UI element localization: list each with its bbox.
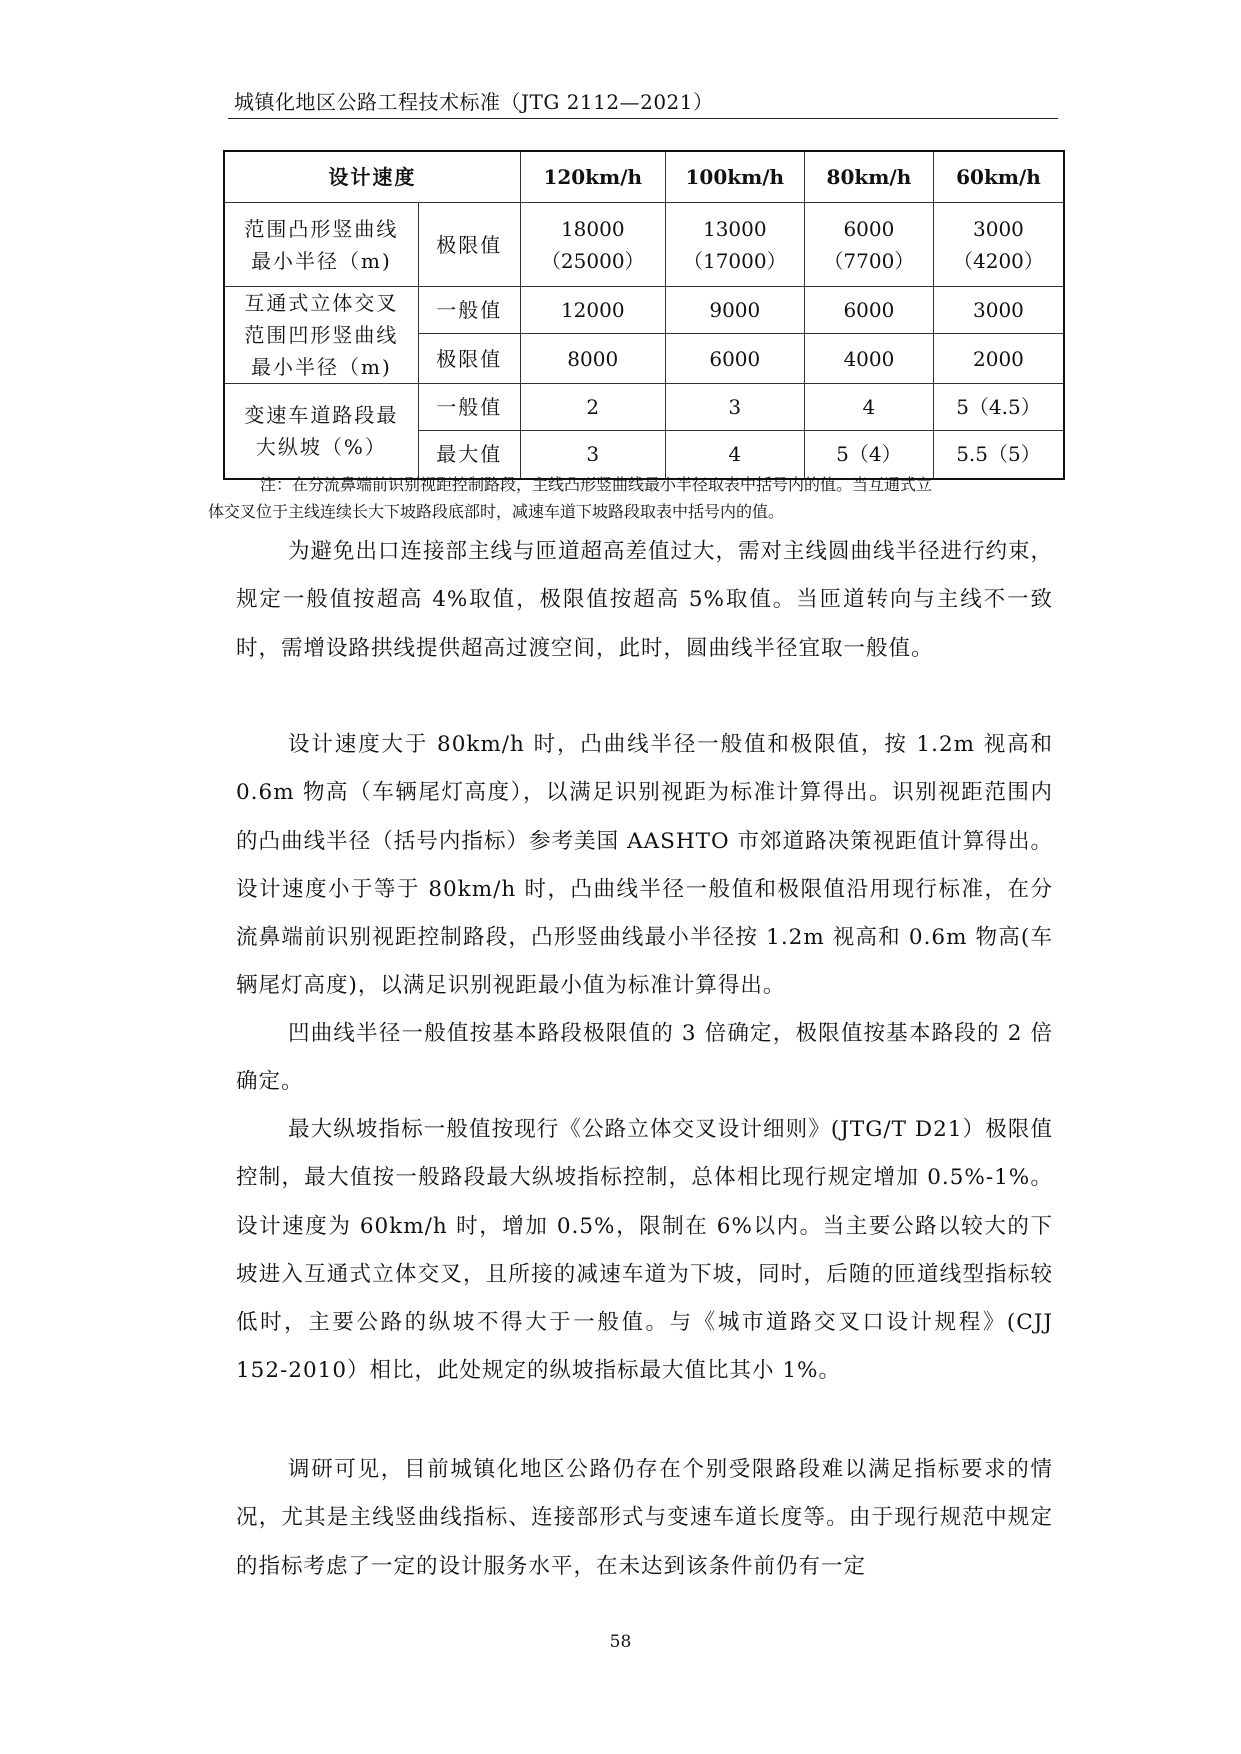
table-row — [224, 203, 1064, 287]
table-cell: 9000 — [665, 287, 804, 334]
concave-label: 互通式立体交叉 范围凹形竖曲线 最小半径（m) — [224, 287, 418, 384]
table-row — [224, 384, 1064, 431]
header-speed-120: 120km/h — [520, 151, 665, 203]
convex-sub-label: 极限值 — [418, 203, 520, 287]
paragraph-5: 调研可见，目前城镇化地区公路仍存在个别受限路段难以满足指标要求的情况，尤其是主线竖曲线指标、连接部形式与变速车道长度等。由于现行规范中规定的指标考虑了一定的设计服务水平，在未达到该条件前仍有一定 — [236, 1457, 1053, 1579]
grade-max-label: 最大值 — [418, 431, 520, 479]
table-cell: 6000 — [804, 287, 933, 334]
paragraph-4: 最大纵坡指标一般值按现行《公路立体交叉设计细则》(JTG/T D21）极限值控制，最大值按一般路段最大纵坡指标控制，总体相比现行规定增加 0.5%-1%。设计速度为 60km/h 时，增加 0.5%，限制在 6%以内。当主要公路以较大的下坡进入互通式立体交叉，且所接的减速车道为下坡，同时，后随的匝道线型指标较低时，主要公路的纵坡不得大于一般值。与《城市道路交叉口设计规程》(CJJ 152-2010）相比，此处规定的纵坡指标最大值比其小 1%。 — [236, 1117, 1053, 1384]
header-design-speed: 设计速度 — [224, 151, 520, 203]
table-cell: 5（4） — [804, 431, 933, 479]
convex-label: 范围凸形竖曲线 最小半径（m) — [224, 203, 418, 287]
header-speed-80: 80km/h — [804, 151, 933, 203]
paragraph-3: 凹曲线半径一般值按基本路段极限值的 3 倍确定，极限值按基本路段的 2 倍确定。 — [236, 1021, 1053, 1095]
paragraph-2: 设计速度大于 80km/h 时，凸曲线半径一般值和极限值，按 1.2m 视高和 0.6m 物高（车辆尾灯高度），以满足识别视距为标准计算得出。识别视距范围内的凸曲线半径（括号内指标）参考美国 AASHTO 市郊道路决策视距值计算得出。设计速度小于等于 80km/h 时，凸曲线半径一般值和极限值沿用现行标准，在分流鼻端前识别视距控制路段，凸形竖曲线最小半径按 1.2m 视高和 0.6m 物高(车辆尾灯高度)，以满足识别视距最小值为标准计算得出。 — [236, 732, 1053, 999]
table-cell: 5（4.5） — [933, 384, 1064, 431]
header-speed-60: 60km/h — [933, 151, 1064, 203]
table-cell: 3 — [665, 384, 804, 431]
table-cell: 18000 （25000） — [520, 203, 665, 287]
concave-general-label: 一般值 — [418, 287, 520, 334]
table-cell: 2 — [520, 384, 665, 431]
header-speed-100: 100km/h — [665, 151, 804, 203]
design-speed-table — [223, 150, 1065, 480]
running-header: 城镇化地区公路工程技术标准（JTG 2112—2021） — [234, 90, 714, 114]
paragraph-1: 为避免出口连接部主线与匝道超高差值过大，需对主线圆曲线半径进行约束，规定一般值按超高 4%取值，极限值按超高 5%取值。当匝道转向与主线不一致时，需增设路拱线提供超高过渡空间，此时，圆曲线半径宜取一般值。 — [236, 539, 1054, 661]
table-header-row — [224, 151, 1064, 203]
table-note: 注：在分流鼻端前识别视距控制路段，主线凸形竖曲线最小半径取表中括号内的值。当互通式立 体交叉位于主线连续长大下坡路段底部时，减速车道下坡路段取表中括号内的值。 — [208, 475, 933, 521]
table-cell: 2000 — [933, 334, 1064, 384]
grade-label: 变速车道路段最 大纵坡（%） — [224, 384, 418, 479]
table-cell: 13000 （17000） — [665, 203, 804, 287]
table-cell: 6000 — [665, 334, 804, 384]
table-cell: 3 — [520, 431, 665, 479]
table-row — [224, 287, 1064, 334]
table-cell: 4 — [665, 431, 804, 479]
grade-general-label: 一般值 — [418, 384, 520, 431]
table-cell: 8000 — [520, 334, 665, 384]
table-cell: 3000 （4200） — [933, 203, 1064, 287]
table-cell: 4 — [804, 384, 933, 431]
page-number: 58 — [609, 1632, 632, 1652]
table-cell: 4000 — [804, 334, 933, 384]
header-rule — [228, 118, 1058, 119]
concave-limit-label: 极限值 — [418, 334, 520, 384]
table-cell: 6000 （7700） — [804, 203, 933, 287]
table-cell: 5.5（5） — [933, 431, 1064, 479]
table-cell: 3000 — [933, 287, 1064, 334]
table-cell: 12000 — [520, 287, 665, 334]
